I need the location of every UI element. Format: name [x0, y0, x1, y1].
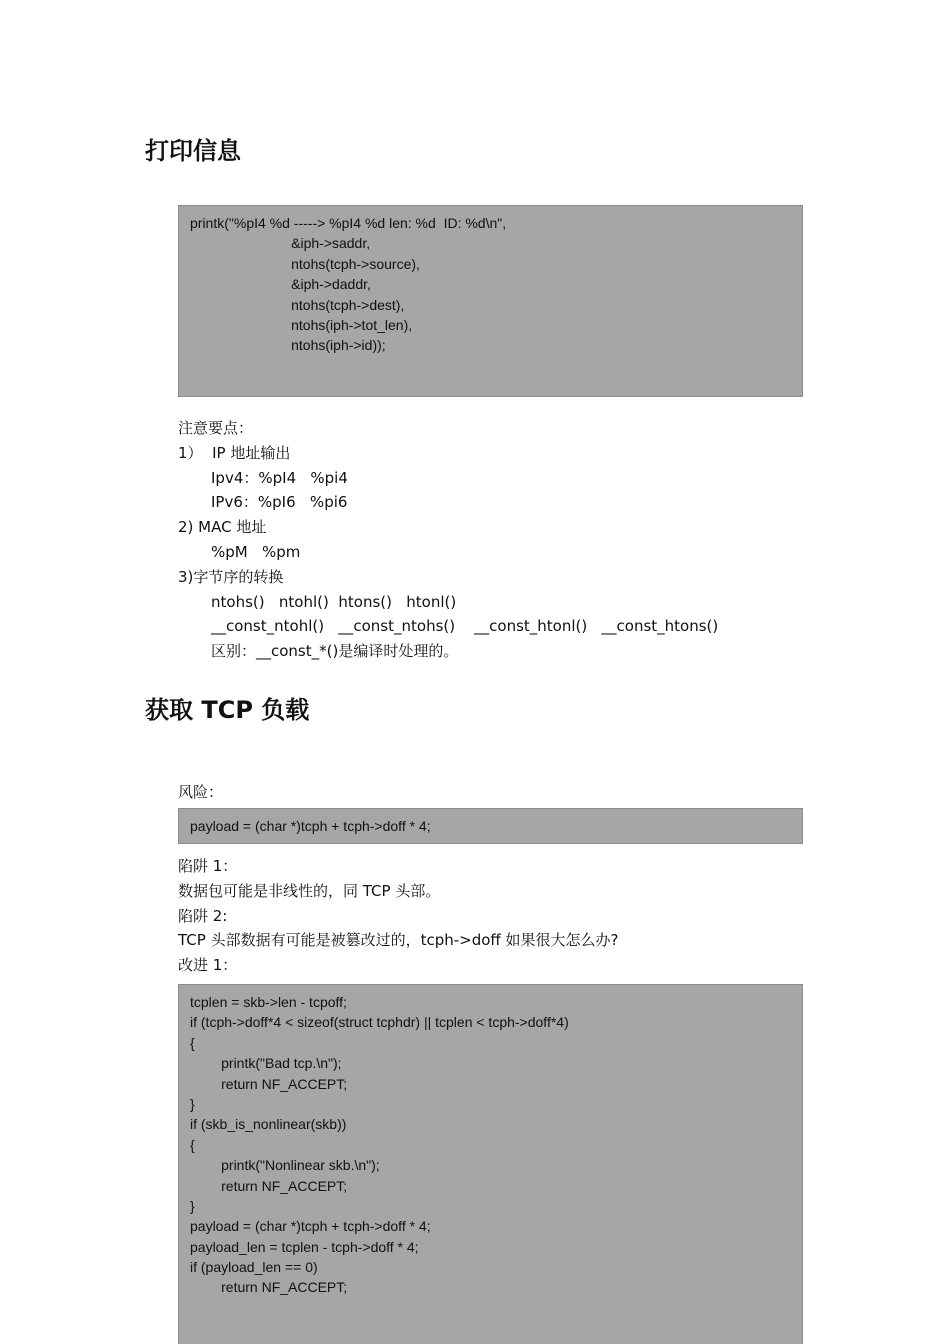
code-line: payload_len = tcplen - tcph->doff * 4; — [190, 1238, 419, 1255]
code-line: { — [190, 1136, 195, 1153]
code-line: printk("%pI4 %d -----> %pI4 %d len: %d ID: %d\n", — [190, 215, 507, 231]
code-line: tcplen = skb->len - tcpoff; — [190, 994, 347, 1010]
code-line: printk("Nonlinear skb.\n"); — [190, 1157, 380, 1174]
code-line: &iph->saddr, — [190, 235, 371, 252]
code-line: return NF_ACCEPT; — [190, 1279, 348, 1296]
code-line: ntohs(iph->tot_len), — [190, 316, 413, 333]
pitfalls-block — [178, 854, 618, 978]
code-line: payload = (char *)tcph + tcph->doff * 4; — [190, 1218, 431, 1235]
section-heading-tcp-payload: 获取 TCP 负载 — [145, 696, 310, 724]
note-item: 2) MAC 地址 — [178, 518, 267, 537]
note-item: ntohs() ntohl() htons() htonl() — [211, 592, 457, 611]
code-line: if (payload_len == 0) — [190, 1259, 318, 1276]
code-line: payload = (char *)tcph + tcph->doff * 4; — [190, 818, 431, 834]
code-line: ntohs(tcph->dest), — [190, 296, 405, 313]
note-item: 区别：__const_*()是编译时处理的。 — [211, 642, 459, 661]
code-line: if (skb_is_nonlinear(skb)) — [190, 1116, 347, 1133]
code-line: } — [190, 1095, 195, 1112]
code-line: printk("Bad tcp.\n"); — [190, 1055, 342, 1072]
note-item: Ipv4：%pI4 %pi4 — [211, 468, 348, 487]
note-item: __const_ntohl() __const_ntohs() __const_htonl() __const_htons() — [211, 617, 719, 636]
code-block-improved — [178, 984, 803, 1344]
code-block-printk — [178, 205, 803, 397]
section-heading-print-info: 打印信息 — [145, 137, 241, 165]
note-item: 3)字节序的转换 — [178, 567, 284, 586]
risk-label — [178, 780, 223, 805]
note-item: %pM %pm — [211, 542, 301, 561]
note-item: 1） IP 地址输出 — [178, 443, 291, 462]
notes-block — [178, 416, 718, 664]
code-line: return NF_ACCEPT; — [190, 1075, 348, 1092]
code-block-risk — [178, 808, 803, 844]
pitfall-line: 陷阱 1： — [178, 857, 238, 875]
code-line: } — [190, 1197, 195, 1214]
pitfall-line: 数据包可能是非线性的，同 TCP 头部。 — [178, 881, 441, 900]
code-line: if (tcph->doff*4 < sizeof(struct tcphdr) || tcplen < tcph->doff*4) — [190, 1014, 569, 1031]
code-line: return NF_ACCEPT; — [190, 1177, 348, 1194]
code-line: ntohs(tcph->source), — [190, 255, 420, 272]
code-line: ntohs(iph->id)); — [190, 337, 386, 354]
code-line: { — [190, 1034, 195, 1051]
pitfall-line: 陷阱 2: — [178, 906, 228, 925]
risk-label-text: 风险： — [178, 783, 224, 801]
pitfall-line: TCP 头部数据有可能是被篡改过的，tcph->doff 如果很大怎么办? — [178, 931, 619, 950]
code-line: &iph->daddr, — [190, 276, 371, 293]
pitfall-line: 改进 1： — [178, 956, 238, 975]
note-item: IPv6：%pI6 %pi6 — [211, 493, 348, 512]
notes-title: 注意要点： — [178, 419, 254, 437]
